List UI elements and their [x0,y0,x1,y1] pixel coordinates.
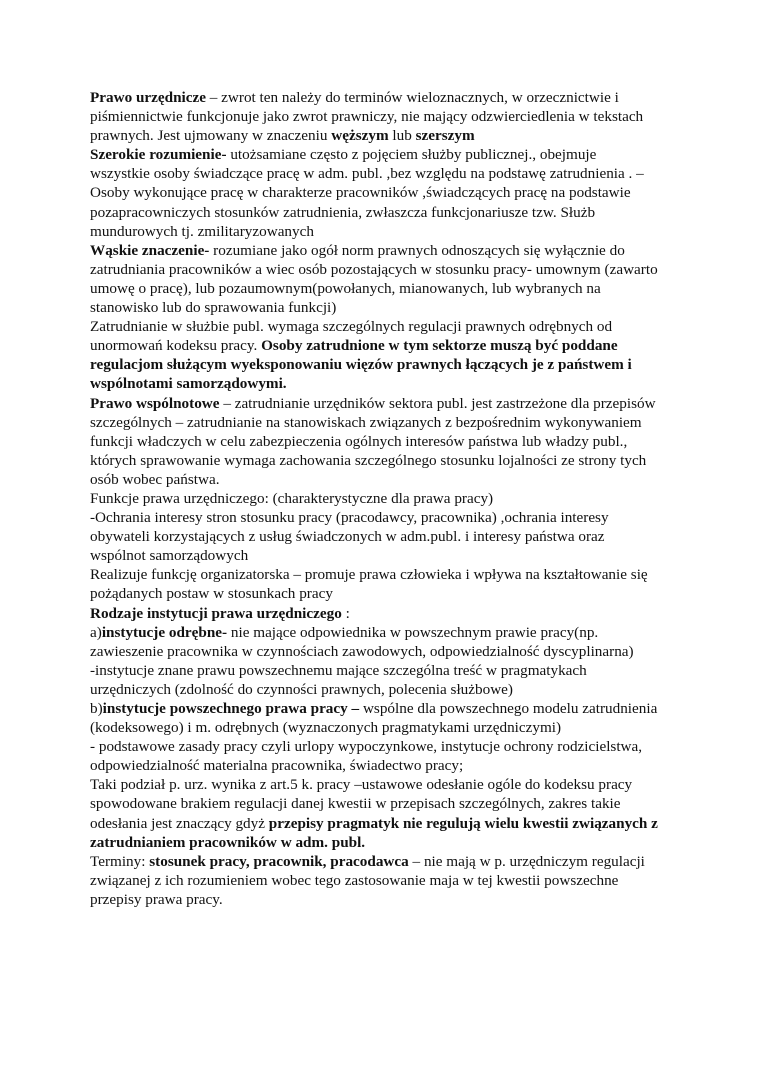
bold-text: zatrudnianiem pracowników w adm. publ. [90,833,366,851]
text-run: piśmiennictwie funkcjonuje jako zwrot prawniczy, nie mający odzwierciedlenia w tekstach [90,108,644,126]
text-run: pozapracowniczych stosunków zatrudnienia, zwłaszcza funkcjonariusze tzw. Służb [90,203,596,221]
text-run: szczególnych – zatrudnianie na stanowiskach związanych z bezpośrednim wykonywaniem [90,413,642,431]
text-line [90,852,690,871]
text-line [90,718,690,737]
text-line [90,699,690,718]
text-run: : [341,604,350,622]
text-run: wszystkie osoby świadczące pracę w adm. publ. ,bez względu na podstawę zatrudnienia . – [90,165,644,183]
bold-text: szerszym [415,127,475,145]
text-run: Funkcje prawa urzędniczego: (charakterystyczne dla prawa pracy) [90,489,494,507]
text-line [90,470,690,489]
text-line [90,527,690,546]
bold-text: przepisy pragmatyk nie regulują wielu kwestii związanych z [268,814,658,832]
bold-text: Prawo wspólnotowe [90,394,220,412]
text-line [90,489,690,508]
text-run: odpowiedzialność materialna pracownika, świadectwo pracy; [90,757,464,775]
text-run: urzędniczych (zdolność do czynności prawnych, polecenia służbowe) [90,680,513,698]
text-line [90,336,690,355]
bold-text: regulacjom służącym wyeksponowaniu więzów prawnych łączących je z państwem i [90,356,632,374]
bold-text: Szerokie rozumienie- [90,146,227,164]
text-run: – zatrudnianie urzędników sektora publ. jest zastrzeżone dla przepisów [219,394,656,412]
bold-text: instytucje powszechnego prawa pracy – [102,700,360,717]
text-line [90,107,690,126]
bold-text: instytucje odrębne- [101,623,228,641]
text-run: zatrudniania pracowników a wiec osób pozostających w stosunku pracy- umownym (zawarto [90,260,658,278]
text-run: a) [90,623,102,641]
text-run: odesłania jest znaczący gdyż [90,814,269,832]
text-line [90,298,690,317]
text-run: obywateli korzystających z usług świadczonych w adm.publ. i interesy państwa oraz [90,528,605,546]
text-line [90,756,690,775]
text-run: mundurowych tj. zmilitaryzowanych [90,222,314,240]
text-line [90,546,690,565]
bold-text: węższym [331,127,389,145]
text-run: zawieszenie pracownika w czynnościach zawodowych, odpowiedzialność dyscyplinarna) [90,642,634,660]
text-line [90,260,690,279]
text-run: prawnych. Jest ujmowany w znaczeniu [90,127,332,145]
text-line [90,623,690,642]
text-line [90,145,690,164]
text-run: Zatrudnianie w służbie publ. wymaga szczególnych regulacji prawnych odrębnych od [90,318,613,336]
text-line [90,88,690,107]
text-line [90,126,690,145]
text-line [90,413,690,432]
text-run: wspólnot samorządowych [90,547,249,565]
text-line [90,203,690,222]
text-line [90,222,690,241]
text-run: funkcji władczych w celu zabezpieczenia ogólnych interesów państwa lub władzy publ., [90,432,628,450]
text-line [90,241,690,260]
bold-text: Osoby zatrudnione w tym sektorze muszą być poddane [261,337,618,355]
text-line [90,794,690,813]
text-run: osób wobec państwa. [90,470,220,488]
text-line [90,374,690,393]
bold-text: Rodzaje instytucji prawa urzędniczego [90,604,342,622]
text-line [90,279,690,298]
text-run: – nie mają w p. urzędniczym regulacji [408,852,645,870]
text-line [90,871,690,890]
bold-text: stosunek pracy, pracownik, pracodawca [149,852,409,870]
text-line [90,661,690,680]
text-run: (kodeksowego) i m. odrębnych (wyznaczonych pragmatykami urzędniczymi) [90,719,562,737]
text-line [90,642,690,661]
text-run: -Ochrania interesy stron stosunku pracy (pracodawcy, pracownika) ,ochrania interesy [90,509,609,527]
text-line [90,183,690,202]
text-run: spowodowane brakiem regulacji danej kwestii w przepisach szczególnych, zakres takie [90,795,621,813]
text-line [90,814,690,833]
text-line [90,737,690,756]
text-run: – zwrot ten należy do terminów wieloznacznych, w orzecznictwie i [205,89,619,106]
text-run: unormowań kodeksu pracy. [90,337,262,355]
text-run: -instytucje znane prawu powszechnemu mające szczególna treść w pragmatykach [90,661,587,679]
text-line [90,775,690,794]
text-line [90,394,690,413]
text-line [90,451,690,470]
text-line [90,432,690,451]
text-line [90,355,690,374]
text-run: b) [90,700,103,717]
bold-text: wspólnotami samorządowymi. [90,375,287,393]
text-run: - podstawowe zasady pracy czyli urlopy wypoczynkowe, instytucje ochrony rodzicielstwa, [90,738,643,756]
text-line [90,680,690,699]
text-run: lub [388,127,416,145]
text-run: umowę o pracę), lub pozaumownym(powołanych, mianowanych, lub wybranych na [90,279,601,297]
text-line [90,584,690,603]
text-run: Realizuje funkcję organizatorska – promuje prawa człowieka i wpływa na kształtowanie się [90,566,648,584]
text-line [90,833,690,852]
text-run: Taki podział p. urz. wynika z art.5 k. pracy –ustawowe odesłanie ogóle do kodeksu pracy [90,776,633,794]
text-line [90,164,690,183]
text-run: związanej z ich rozumieniem wobec tego zastosowanie maja w tej kwestii powszechne [90,871,619,889]
text-run: przepisy prawa pracy. [90,890,223,908]
text-line [90,565,690,584]
text-run: których sprawowanie wymaga zachowania szczególnego stosunku lojalności ze strony tych [90,451,647,469]
bold-text: Wąskie znaczenie- [90,241,210,259]
text-run: Terminy: [90,852,150,870]
text-line [90,604,690,623]
text-run: utożsamiane często z pojęciem służby publicznej., obejmuje [226,146,597,164]
text-run: pożądanych postaw w stosunkach pracy [90,585,333,603]
text-run: nie mające odpowiednika w powszechnym prawie pracy(np. [227,623,599,641]
text-line [90,317,690,336]
text-run: rozumiane jako ogół norm prawnych odnoszących się wyłącznie do [209,241,625,259]
text-run: Osoby wykonujące pracę w charakterze pracowników ,świadczących pracę na podstawie [90,184,631,202]
text-line [90,508,690,527]
text-line [90,890,690,909]
document-page [90,88,690,909]
bold-text: Prawo urzędnicze [90,89,206,106]
text-run: wspólne dla powszechnego modelu zatrudnienia [359,700,658,717]
text-run: stanowisko lub do sprawowania funkcji) [90,299,337,317]
